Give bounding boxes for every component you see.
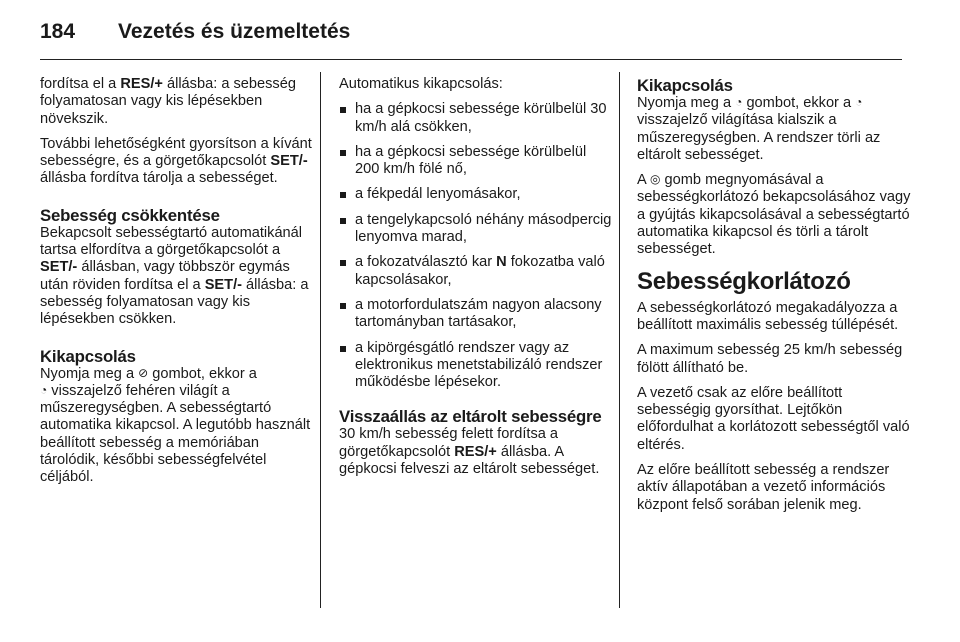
auto-off-list bbox=[339, 101, 614, 391]
cruise-control-icon: ◔ bbox=[40, 382, 48, 397]
speed-limiter-icon: ◎ bbox=[649, 172, 661, 187]
cancel-button-icon: ⊘ bbox=[138, 365, 149, 380]
cruise-control-icon: ◔ bbox=[735, 95, 743, 109]
paragraph-restore: 30 km/h sebesség felett fordítsa a görgetőkapcsolót RES/+ állásba. A gépkocsi felveszi az eltárolt sebességet. bbox=[339, 426, 600, 478]
paragraph-limiter-1: A sebességkorlátozó megakadályozza a beállított maximális sebesség túllépését. bbox=[637, 299, 899, 333]
list-item: a motorfordulatszám nagyon alacsony tartományban tartásakor, bbox=[339, 297, 614, 332]
page-title: Vezetés és üzemeltetés bbox=[118, 20, 351, 43]
list-item: a tengelykapcsoló néhány másodpercig lenyomva marad, bbox=[339, 212, 614, 247]
paragraph-set-store: További lehetőségként gyorsítson a kívánt sebességre, és a görgetőkapcsolót SET/- állásba fordítva tárolja a sebességet. bbox=[40, 135, 312, 187]
list-item: a fékpedál lenyomásakor, bbox=[339, 186, 614, 203]
page-header bbox=[40, 14, 900, 54]
header-divider bbox=[40, 59, 902, 60]
paragraph-limiter-button: A ◎ gomb megnyomásával a sebességkorlátozó bekapcsolásához vagy a gyújtás kikapcsolásával a sebességtartó automatika kikapcsol és törli a tárolt sebességet. bbox=[637, 172, 911, 258]
heading-switch-off-2: Kikapcsolás bbox=[637, 76, 733, 95]
list-item: ha a gépkocsi sebessége körülbelül 200 km/h fölé nő, bbox=[339, 144, 614, 179]
heading-speed-limiter: Sebességkorlátozó bbox=[637, 267, 851, 295]
column-divider-1 bbox=[320, 72, 321, 608]
paragraph-switch-off-2: Nyomja meg a ◔ gombot, ekkor a ◔ visszajelző világítása kialszik a műszeregységben. A rendszer törli az eltárolt sebességet. bbox=[637, 95, 881, 163]
auto-off-intro: Automatikus kikapcsolás: bbox=[339, 76, 503, 92]
list-item: a fokozatválasztó kar N fokozatba való kapcsolásakor, bbox=[339, 254, 614, 289]
paragraph-limiter-3: A vezető csak az előre beállított sebességig gyorsíthat. Lejtőkön előfordulhat a korlátozott sebességtől való eltérés. bbox=[637, 384, 910, 453]
column-2 bbox=[339, 76, 614, 486]
paragraph-limiter-2: A maximum sebesség 25 km/h sebesség fölött állítható be. bbox=[637, 342, 903, 376]
page-number: 184 bbox=[40, 20, 76, 43]
set-label: SET/- bbox=[270, 153, 308, 170]
heading-decrease-speed: Sebesség csökkentése bbox=[40, 205, 220, 225]
paragraph-limiter-4: Az előre beállított sebesség a rendszer aktív állapotában a vezető információs központ felső sorában jelenik meg. bbox=[637, 462, 890, 513]
paragraph-decrease: Bekapcsolt sebességtartó automatikánál tartsa elfordítva a görgetőkapcsolót a SET/- állásban, vagy többször egymás után röviden fordítsa el a SET/- állásba: a sebesség folyamatosan vagy kis lépésekben csökken. bbox=[40, 224, 309, 328]
res-label: RES/+ bbox=[120, 76, 163, 92]
list-item: ha a gépkocsi sebessége körülbelül 30 km/h alá csökken, bbox=[339, 101, 614, 136]
heading-restore-speed: Visszaállás az eltárolt sebességre bbox=[339, 407, 602, 427]
list-item: a kipörgésgátló rendszer vagy az elektronikus menetstabilizáló rendszer működésbe lépésekor. bbox=[339, 340, 614, 392]
column-1 bbox=[40, 76, 312, 495]
paragraph-res-increase: fordítsa el a RES/+ állásba: a sebesség folyamatosan vagy kis lépésekben növekszik. bbox=[40, 76, 296, 127]
heading-switch-off: Kikapcsolás bbox=[40, 346, 136, 366]
column-divider-2 bbox=[619, 72, 620, 608]
cruise-control-icon: ◔ bbox=[855, 95, 863, 109]
paragraph-switch-off: Nyomja meg a ⊘ gombot, ekkor a ◔ visszajelző fehéren világít a műszeregységben. A sebességtartó automatika kikapcsol. A legutóbb használt beállított sebesség a memóriában tárolódik, későbbi sebességfelvétel céljából. bbox=[40, 365, 311, 486]
column-3 bbox=[637, 76, 917, 522]
